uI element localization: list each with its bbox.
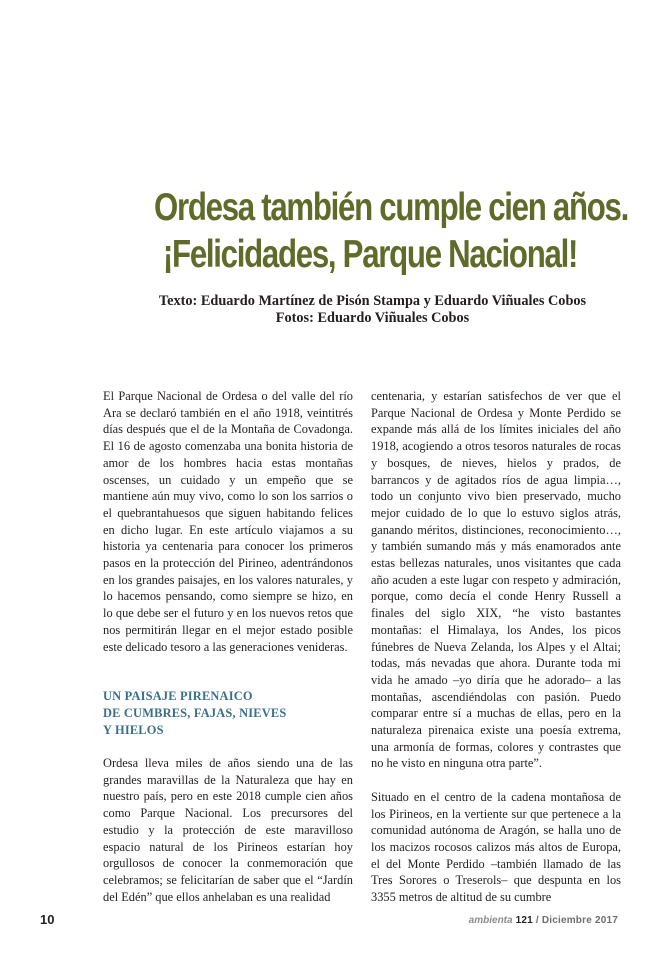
article-credits [120,293,625,327]
russell-quote-paragraph: centenaria, y estarían satisfechos de ver que el Parque Nacional de Ordesa y Monte Perdido se expande más allá de los límites iniciales del año 1918, acogiendo a otros tesoros naturales de rocas y bosques, de nieves, hielos y prados, de barrancos y de agitados ríos de agua limpia…, todo un conjunto vivo bien preservado, mucho mejor cuidado de lo que lo estuvo siglos atrás, ganando méritos, distinciones, reconocimiento…, y también sumando más y más enamorados ante estas bellezas naturales, unos visitantes que cada año acuden a este lugar con respeto y admiración, porque, como decía el conde Henry Russell a finales del siglo XIX, “he visto bastantes montañas: el Himalaya, los Andes, los picos fúnebres de Nueva Zelanda, los Alpes y el Altai; todas, más nevadas que ahora. Durante toda mi vida he amado –yo diría que he adorado– a las montañas, ascendiéndolas con pasión. Puedo comparar entre sí a muchas de ellas, pero en la naturaleza pirenaica existe una poesía extrema, una armonía de formas, colores y contrastes que no he visto en ninguna otra parte”. [371,389,621,771]
magazine-name: ambienta [468,915,513,926]
photo-credit: Fotos: Eduardo Viñuales Cobos [275,310,470,326]
subhead-line-2: DE CUMBRES, FAJAS, NIEVES [103,705,287,720]
magazine-footer [469,915,618,926]
page-number: 10 [40,912,55,927]
subhead-line-1: UN PAISAJE PIRENAICO [103,689,253,704]
body-paragraph: Ordesa lleva miles de años siendo una de las grandes maravillas de la Naturaleza que hay en nuestro país, pero en este 2018 cumple cien años como Parque Nacional. Los precursores del estudio y la protección de este maravilloso espacio natural de los Pirineos estarían hoy orgullosos de conocer la conmemoración que celebramos; se felicitarían de saber que el “Jardín del Edén” que ellos anhelaban es una realidad [103,756,353,904]
footer-separator: / [535,915,539,926]
issue-number: 121 [515,915,533,926]
article-title [154,184,629,278]
subhead-line-3: Y HIELOS [103,722,164,737]
text-credit: Texto: Eduardo Martínez de Pisón Stampa y Eduardo Viñuales Cobos [158,293,587,309]
intro-paragraph: El Parque Nacional de Ordesa o del valle del río Ara se declaró también en el año 1918, veintitrés días después que el de la Montaña de Covadonga. El 16 de agosto comenzaba una bonita historia de amor de los hombres hacia estas montañas oscenses, un cuidado y un empeño que se mantiene aún muy vivo, como lo son los sarrios o el quebrantahuesos que siguen habitando felices en dicho lugar. En este artículo viajamos a su historia ya centenaria para conocer los primeros pasos en la protección del Pirineo, adentrándonos en los grandes paisajes, en los valores naturales, y lo hacemos pensando, como siempre se hizo, en lo que debe ser el futuro y en los nuevos retos que nos permitirán llegar en el mejor estado posible este delicado tesoro a las generaciones venideras. [103,389,353,654]
location-paragraph: Situado en el centro de la cadena montañosa de los Pirineos, en la vertiente sur que pertenece a la comunidad autónoma de Aragón, se halla uno de los macizos rocosos calizos más altos de Europa, el del Monte Perdido –también llamado de las Tres Sorores o Treserols– que despunta en los 3355 metros de altitud de su cumbre [371,789,621,905]
title-line-2: ¡Felicidades, Parque Nacional! [162,233,578,277]
issue-date: Diciembre 2017 [541,915,618,926]
left-column [103,388,353,905]
title-line-1: Ordesa también cumple cien años. [154,186,629,230]
section-subhead [103,688,353,738]
right-column [371,388,621,906]
